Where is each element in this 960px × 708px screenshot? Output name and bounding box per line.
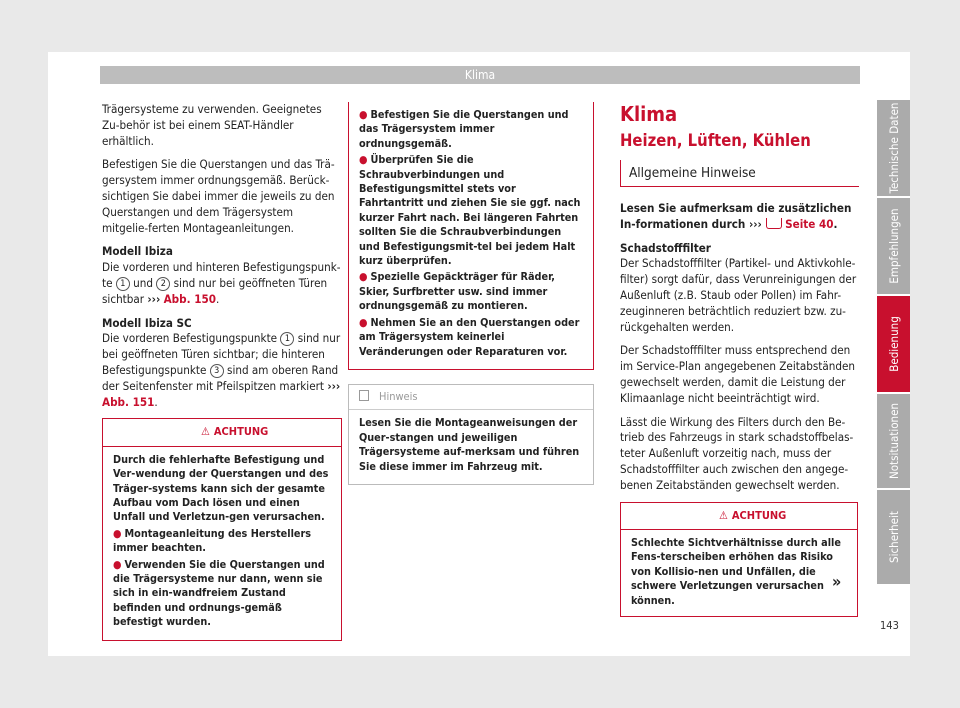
bullet-icon: ● (359, 315, 368, 329)
tab-sicherheit[interactable]: Sicherheit (877, 490, 910, 584)
warning-box (620, 502, 858, 617)
paragraph: Trägersysteme zu verwenden. Geeignetes Zu-behör ist bei einem SEAT-Händler erhältlich. (102, 102, 322, 148)
subheading-ibiza: Modell Ibiza (102, 244, 173, 259)
tab-technische-daten[interactable]: Technische Daten (877, 100, 910, 196)
book-icon (766, 218, 782, 229)
note-body: Lesen Sie die Montageanweisungen der Quer-stangen und jeweiligen Trägersysteme auf-merksam und führen Sie diese immer im Fahrzeug mit. (359, 416, 580, 473)
continue-arrow-icon: » (832, 572, 842, 591)
warning-triangle-icon: ⚠ (201, 425, 210, 439)
warning-body: Schlechte Sichtverhältnisse durch alle Fens-terscheiben erhöhen das Risiko von Kollisio-nen und Unfällen, die schwere Verletzungen verursachen können. (631, 535, 841, 607)
page-number: 143 (880, 619, 899, 632)
warning-header: ⚠ ACHTUNG (621, 503, 857, 530)
subheading-sc: Modell Ibiza SC (102, 315, 192, 330)
intro-paragraph: Lesen Sie aufmerksam die zusätzlichen In-formationen durch ››› Seite 40. (620, 201, 852, 231)
bullet-icon: ● (113, 557, 122, 571)
paragraph: Lässt die Wirkung des Filters durch den Be-trieb des Fahrzeugs in stark schadstoffbelas-teter Außenluft vorzeitig nach, muss der Schadstofffilter auch zwischen den angege-benen Zeitabständen gewechselt werden. (620, 414, 854, 492)
bullet-icon: ● (113, 526, 122, 540)
column-middle (348, 102, 594, 485)
subsection-title: Allgemeine Hinweise (620, 160, 859, 187)
callout-number: 3 (210, 364, 224, 378)
column-right (620, 102, 860, 617)
bullet-icon: ● (359, 108, 368, 121)
reference-arrow-icon: ››› (327, 378, 341, 393)
warning-box (102, 418, 342, 640)
warning-header: ⚠ ACHTUNG (103, 419, 341, 446)
page-link[interactable]: Seite 40 (785, 216, 834, 231)
warning-body: Durch die fehlerhafte Befestigung und Ver-wendung der Querstangen und des Träger-systems kann sich der gesamte Aufbau vom Dach lösen und einen Unfall und Verletzun-gen verursachen. ● Montageanleitung des Herstellers immer beachten. ● Verwenden Sie die Querstangen und die Trägersysteme nur dann, wenn sie sich in ein-wandfreiem Zustand befinden und ordnungs-gemäß befestigt wurden. (113, 452, 329, 629)
note-header: Hinweis (349, 385, 593, 410)
column-left (102, 102, 342, 641)
reference-arrow-icon: ››› (748, 216, 762, 231)
callout-number: 1 (280, 332, 294, 346)
paragraph: Der Schadstofffilter (Partikel- und Aktivkohle-filter) sorgt dafür, dass Verunreinigungen der Außenluft (z.B. Staub oder Pollen) im Fahr-zeuginneren beträchtlich reduziert bzw. zu-rückgehalten werden. (620, 256, 857, 334)
paragraph: Befestigen Sie die Querstangen und das Trä-gersystem immer ordnungsgemäß. Berück-sichtigen Sie dabei immer die jeweils zu den Querstangen und dem Trägersystem mitgelie-ferten Montageanleitungen. (102, 157, 335, 235)
warning-triangle-icon: ⚠ (719, 508, 728, 522)
note-box (348, 384, 594, 485)
bullet-icon: ● (359, 270, 368, 284)
section-title: Heizen, Lüften, Kühlen (620, 131, 811, 150)
warning-body: ● Befestigen Sie die Querstangen und das Trägersystem immer ordnungsgemäß. ● Überprüfen Sie die Schraubverbindungen und Befestigungsmittel stets vor Fahrtantritt und ziehen Sie sie ggf. nach kurzer Fahrt nach. Bei längeren Fahrten sollten Sie die Schraubverbindungen und Befestigungsmit-tel bei jedem Halt kurz überprüfen. ● Spezielle Gepäckträger für Räder, Skier, Surfbretter usw. sind immer ordnungsgemäß zu montieren. ● Nehmen Sie an den Querstangen oder am Trägersystem keinerlei Veränderungen oder Reparaturen vor. (359, 108, 581, 358)
warning-box-continued (348, 102, 594, 370)
subheading-filter: Schadstofffilter (620, 240, 711, 255)
paragraph-sc: Die vorderen Befestigungspunkte 1 sind nur bei geöffneten Türen sichtbar; die hinteren Befestigungspunkte 3 sind am oberen Rand der Seitenfenster mit Pfeilspitzen markiert ››› Abb. 151. (102, 331, 341, 409)
figure-link[interactable]: Abb. 151 (102, 394, 155, 409)
callout-number: 1 (116, 277, 130, 291)
tab-empfehlungen[interactable]: Empfehlungen (877, 198, 910, 294)
callout-number: 2 (156, 277, 170, 291)
chapter-title: Klima (620, 102, 678, 126)
tab-bedienung[interactable]: Bedienung (877, 296, 910, 392)
note-icon (359, 390, 369, 401)
bullet-icon: ● (359, 153, 368, 167)
paragraph: Der Schadstofffilter muss entsprechend den im Service-Plan angegebenen Zeitabständen gewechselt werden, damit die Leistung der Klimaanlage nicht beeinträchtigt wird. (620, 343, 856, 405)
reference-arrow-icon: ››› (147, 291, 161, 306)
paragraph-ibiza: Die vorderen und hinteren Befestigungspunk-te 1 und 2 sind nur bei geöffneten Türen sichtbar ››› Abb. 150. (102, 260, 341, 306)
page-header: Klima (100, 66, 860, 84)
figure-link[interactable]: Abb. 150 (163, 291, 216, 306)
tab-notsituationen[interactable]: Notsituationen (877, 394, 910, 488)
